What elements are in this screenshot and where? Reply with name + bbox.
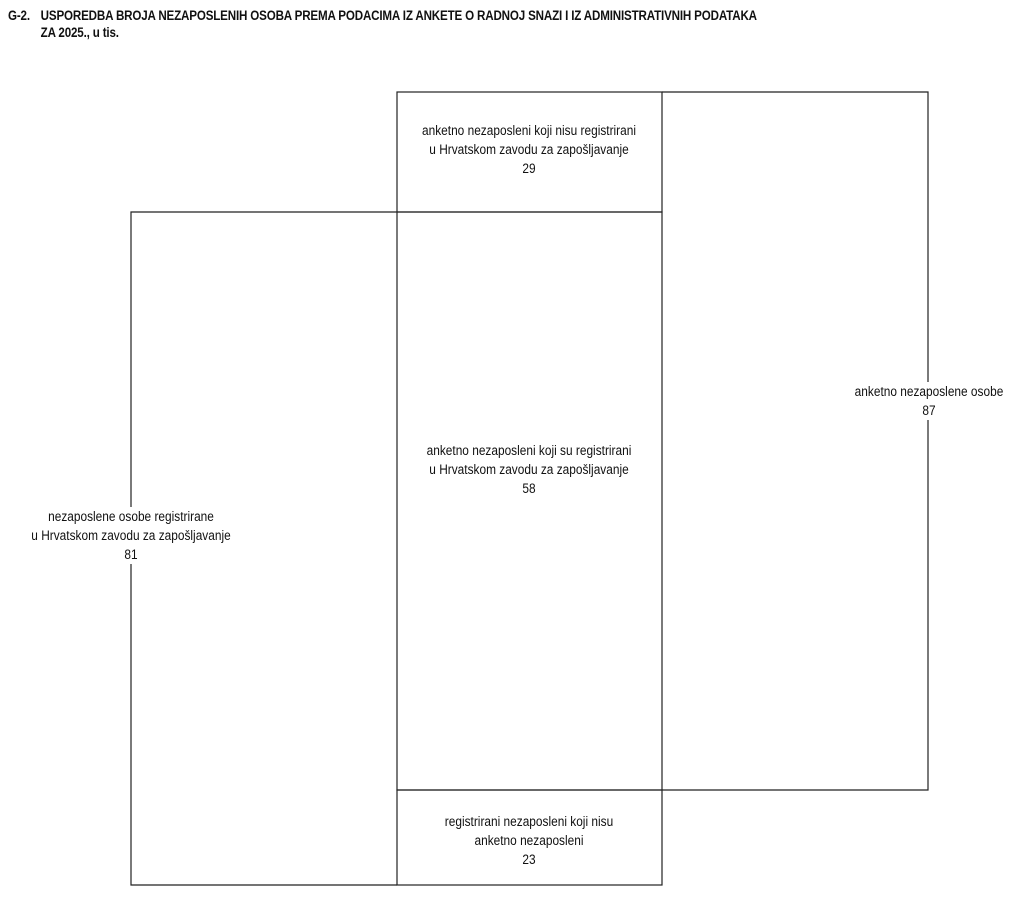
label-survey-registered-line1: anketno nezaposleni koji su registrirani [426,443,632,458]
label-survey-registered-line2: u Hrvatskom zavodu za zapošljavanje [429,462,629,477]
survey-group-bracket [662,92,928,790]
label-survey-not-registered [414,121,645,178]
label-survey-not-registered-line1: anketno nezaposleni koji nisu registrirani [422,123,636,138]
label-survey-total [831,382,1024,420]
label-survey-total-line1: anketno nezaposlene osobe [854,384,1004,399]
label-registered-total [16,507,247,564]
value-registered-not-survey: 23 [522,852,536,867]
value-survey-not-registered: 29 [522,161,536,176]
chart-title-line1: USPOREDBA BROJA NEZAPOSLENIH OSOBA PREMA PODACIMA IZ ANKETE O RADNOJ SNAZI I IZ ADMINISTRATIVNIH PODATAKA [40,8,757,23]
label-registered-not-survey-line2: anketno nezaposleni [474,833,584,848]
label-registered-not-survey [414,812,645,869]
label-registered-total-line1: nezaposlene osobe registrirane [48,509,214,524]
label-registered-total-line2: u Hrvatskom zavodu za zapošljavanje [31,528,231,543]
value-registered-total: 81 [124,547,138,562]
label-registered-not-survey-line1: registrirani nezaposleni koji nisu [444,814,614,829]
chart-title-line2: ZA 2025., u tis. [40,25,119,40]
chart-number: G-2. [8,8,30,23]
value-survey-total: 87 [922,403,936,418]
label-survey-not-registered-line2: u Hrvatskom zavodu za zapošljavanje [429,142,629,157]
box-survey-registered [397,212,662,790]
value-survey-registered: 58 [522,481,536,496]
label-survey-registered [414,441,645,498]
